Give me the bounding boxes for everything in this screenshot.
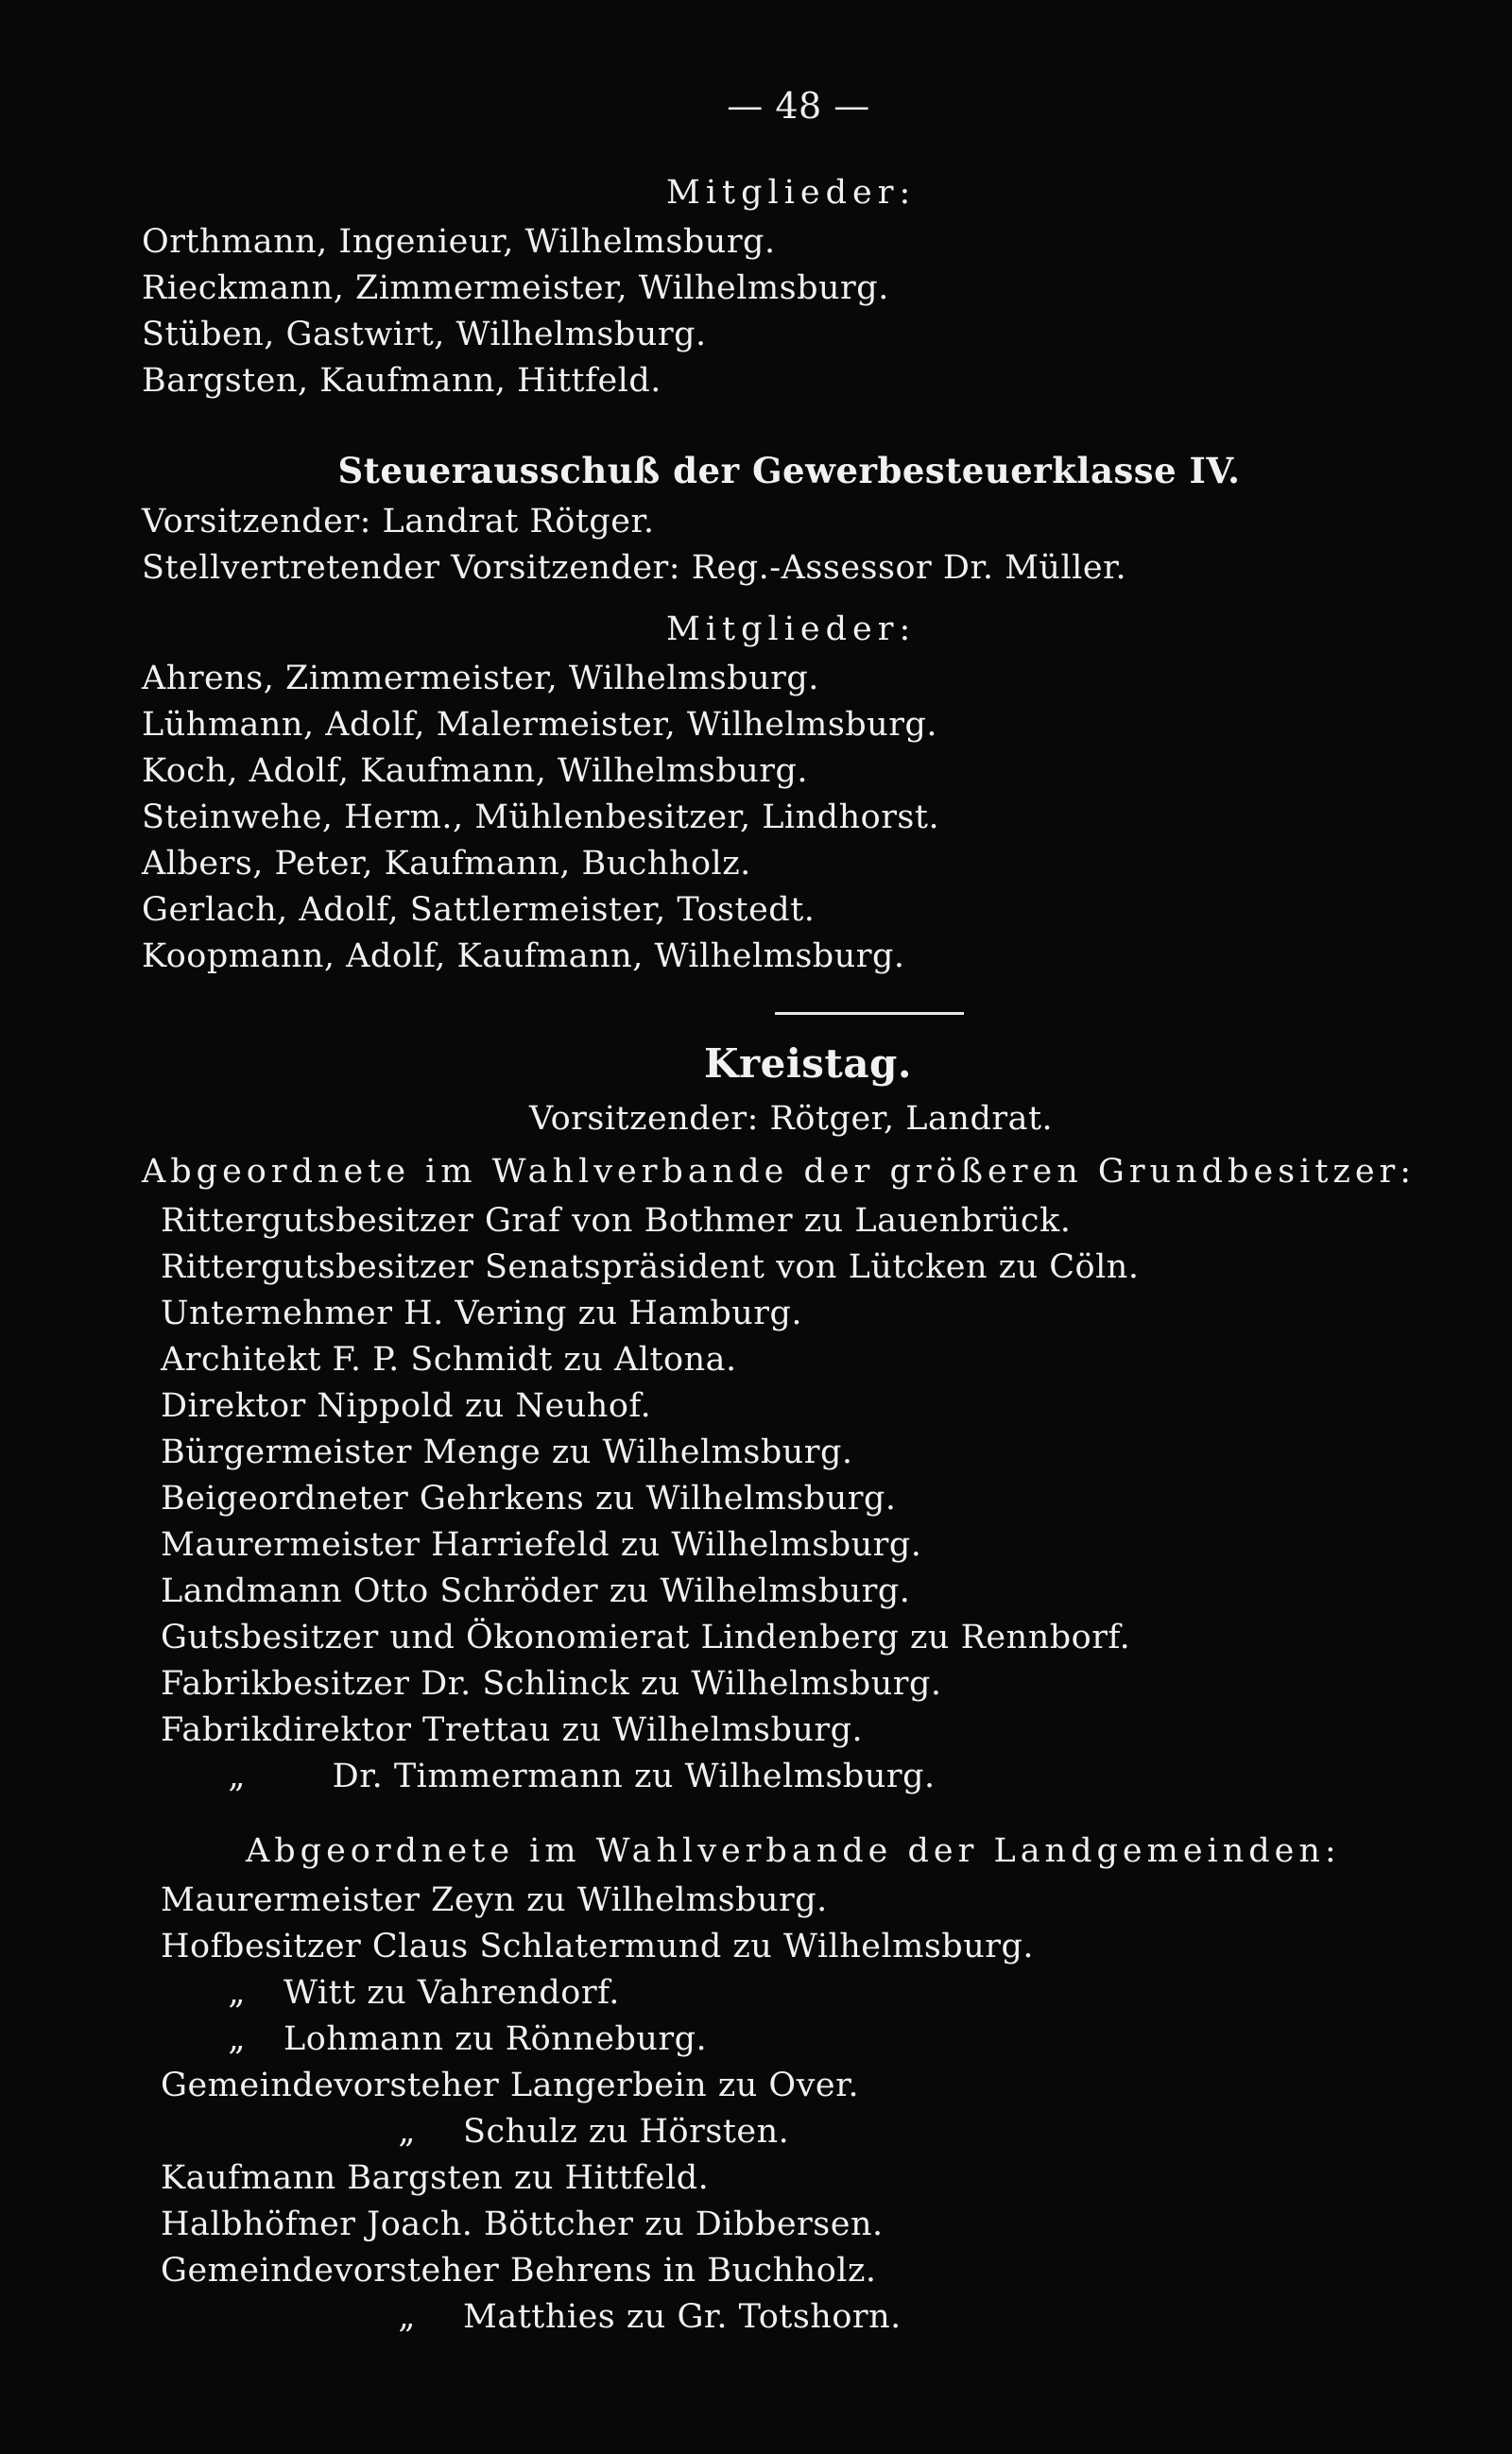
list-item: Maurermeister Harriefeld zu Wilhelmsburg. xyxy=(161,1526,922,1564)
entry-text: Maurermeister Zeyn zu Wilhelmsburg. xyxy=(161,1881,828,1919)
list-item xyxy=(161,1754,1436,1800)
list-item: Fabrikbesitzer Dr. Schlinck zu Wilhelmsburg. xyxy=(161,1665,942,1703)
member-list-1 xyxy=(142,219,1436,404)
list-item xyxy=(161,2155,1436,2202)
ditto-mark: „ xyxy=(228,1758,246,1795)
ditto-entry-text: Witt zu Vahrendorf. xyxy=(284,1974,620,2012)
list-item: Albers, Peter, Kaufmann, Buchholz. xyxy=(142,845,751,883)
list-item: Steinwehe, Herm., Mühlenbesitzer, Lindhorst. xyxy=(142,798,940,836)
list-item: Beigeordneter Gehrkens zu Wilhelmsburg. xyxy=(161,1480,897,1518)
divider xyxy=(775,1012,964,1015)
member-list-2 xyxy=(142,656,1436,980)
list-item xyxy=(161,2202,1436,2248)
entry-text: Halbhöfner Joach. Böttcher zu Dibbersen. xyxy=(161,2205,884,2243)
list-item xyxy=(161,1924,1436,1970)
members-heading-1: Mitglieder: xyxy=(666,174,917,212)
entry-text: Kaufmann Bargsten zu Hittfeld. xyxy=(161,2159,710,2197)
ditto-mark: „ xyxy=(228,1974,246,2012)
list-item: Rittergutsbesitzer Senatspräsident von Lütcken zu Cöln. xyxy=(161,1248,1140,1286)
ditto-entry-text: Dr. Timmermann zu Wilhelmsburg. xyxy=(332,1758,936,1795)
list-item: Unternehmer H. Vering zu Hamburg. xyxy=(161,1295,803,1332)
members-heading-2: Mitglieder: xyxy=(666,610,917,648)
list-item xyxy=(161,2063,1436,2109)
list-item: Bargsten, Kaufmann, Hittfeld. xyxy=(142,362,662,400)
ditto-entry-text: Matthies zu Gr. Totshorn. xyxy=(463,2298,902,2336)
kreistag-chair: Vorsitzender: Rötger, Landrat. xyxy=(529,1100,1054,1138)
list-item: Koch, Adolf, Kaufmann, Wilhelmsburg. xyxy=(142,752,809,790)
entry-text: Hofbesitzer Claus Schlatermund zu Wilhelmsburg. xyxy=(161,1928,1035,1965)
list-item xyxy=(161,1878,1436,1924)
kreistag-title: Kreistag. xyxy=(703,1040,913,1087)
deputy-chair-line: Stellvertretender Vorsitzender: Reg.-Assessor Dr. Müller. xyxy=(142,549,1127,587)
chair-line: Vorsitzender: Landrat Rötger. xyxy=(142,503,655,541)
list-item: Orthmann, Ingenieur, Wilhelmsburg. xyxy=(142,223,776,261)
ditto-mark: „ xyxy=(398,2113,416,2151)
list-item: Gutsbesitzer und Ökonomierat Lindenberg zu Rennborf. xyxy=(161,1619,1131,1656)
ditto-entry-text: Schulz zu Hörsten. xyxy=(463,2113,790,2151)
list-item: Fabrikdirektor Trettau zu Wilhelmsburg. xyxy=(161,1711,864,1749)
page-number: — 48 — xyxy=(727,85,870,127)
ditto-mark: „ xyxy=(228,2020,246,2058)
group1-list xyxy=(142,1198,1436,1800)
group-heading-grundbesitzer: Abgeordnete im Wahlverbande der größeren Grundbesitzer: xyxy=(142,1153,1417,1191)
list-item: Gerlach, Adolf, Sattlermeister, Tostedt. xyxy=(142,891,816,929)
list-item xyxy=(161,2294,1436,2341)
list-item: Koopmann, Adolf, Kaufmann, Wilhelmsburg. xyxy=(142,937,905,975)
list-item: Stüben, Gastwirt, Wilhelmsburg. xyxy=(142,316,707,353)
list-item: Bürgermeister Menge zu Wilhelmsburg. xyxy=(161,1433,853,1471)
group-heading-landgemeinden: Abgeordnete im Wahlverbande der Landgemeinden: xyxy=(246,1832,1341,1870)
list-item: Ahrens, Zimmermeister, Wilhelmsburg. xyxy=(142,660,819,697)
list-item xyxy=(161,2016,1436,2063)
ditto-mark: „ xyxy=(398,2298,416,2336)
list-item: Lühmann, Adolf, Malermeister, Wilhelmsburg. xyxy=(142,706,937,744)
entry-text: Gemeindevorsteher Langerbein zu Over. xyxy=(161,2067,860,2104)
section-title-steuerausschuss: Steuerausschuß der Gewerbesteuerklasse IV. xyxy=(337,450,1241,491)
list-item: Architekt F. P. Schmidt zu Altona. xyxy=(161,1341,737,1379)
list-item xyxy=(161,1970,1436,2016)
entry-text: Gemeindevorsteher Behrens in Buchholz. xyxy=(161,2252,877,2290)
list-item: Direktor Nippold zu Neuhof. xyxy=(161,1387,652,1425)
group2-list xyxy=(142,1878,1436,2341)
list-item xyxy=(161,2248,1436,2294)
ditto-entry-text: Lohmann zu Rönneburg. xyxy=(284,2020,708,2058)
list-item xyxy=(161,2109,1436,2155)
list-item: Rieckmann, Zimmermeister, Wilhelmsburg. xyxy=(142,269,889,307)
list-item: Rittergutsbesitzer Graf von Bothmer zu Lauenbrück. xyxy=(161,1202,1072,1240)
list-item: Landmann Otto Schröder zu Wilhelmsburg. xyxy=(161,1572,911,1610)
